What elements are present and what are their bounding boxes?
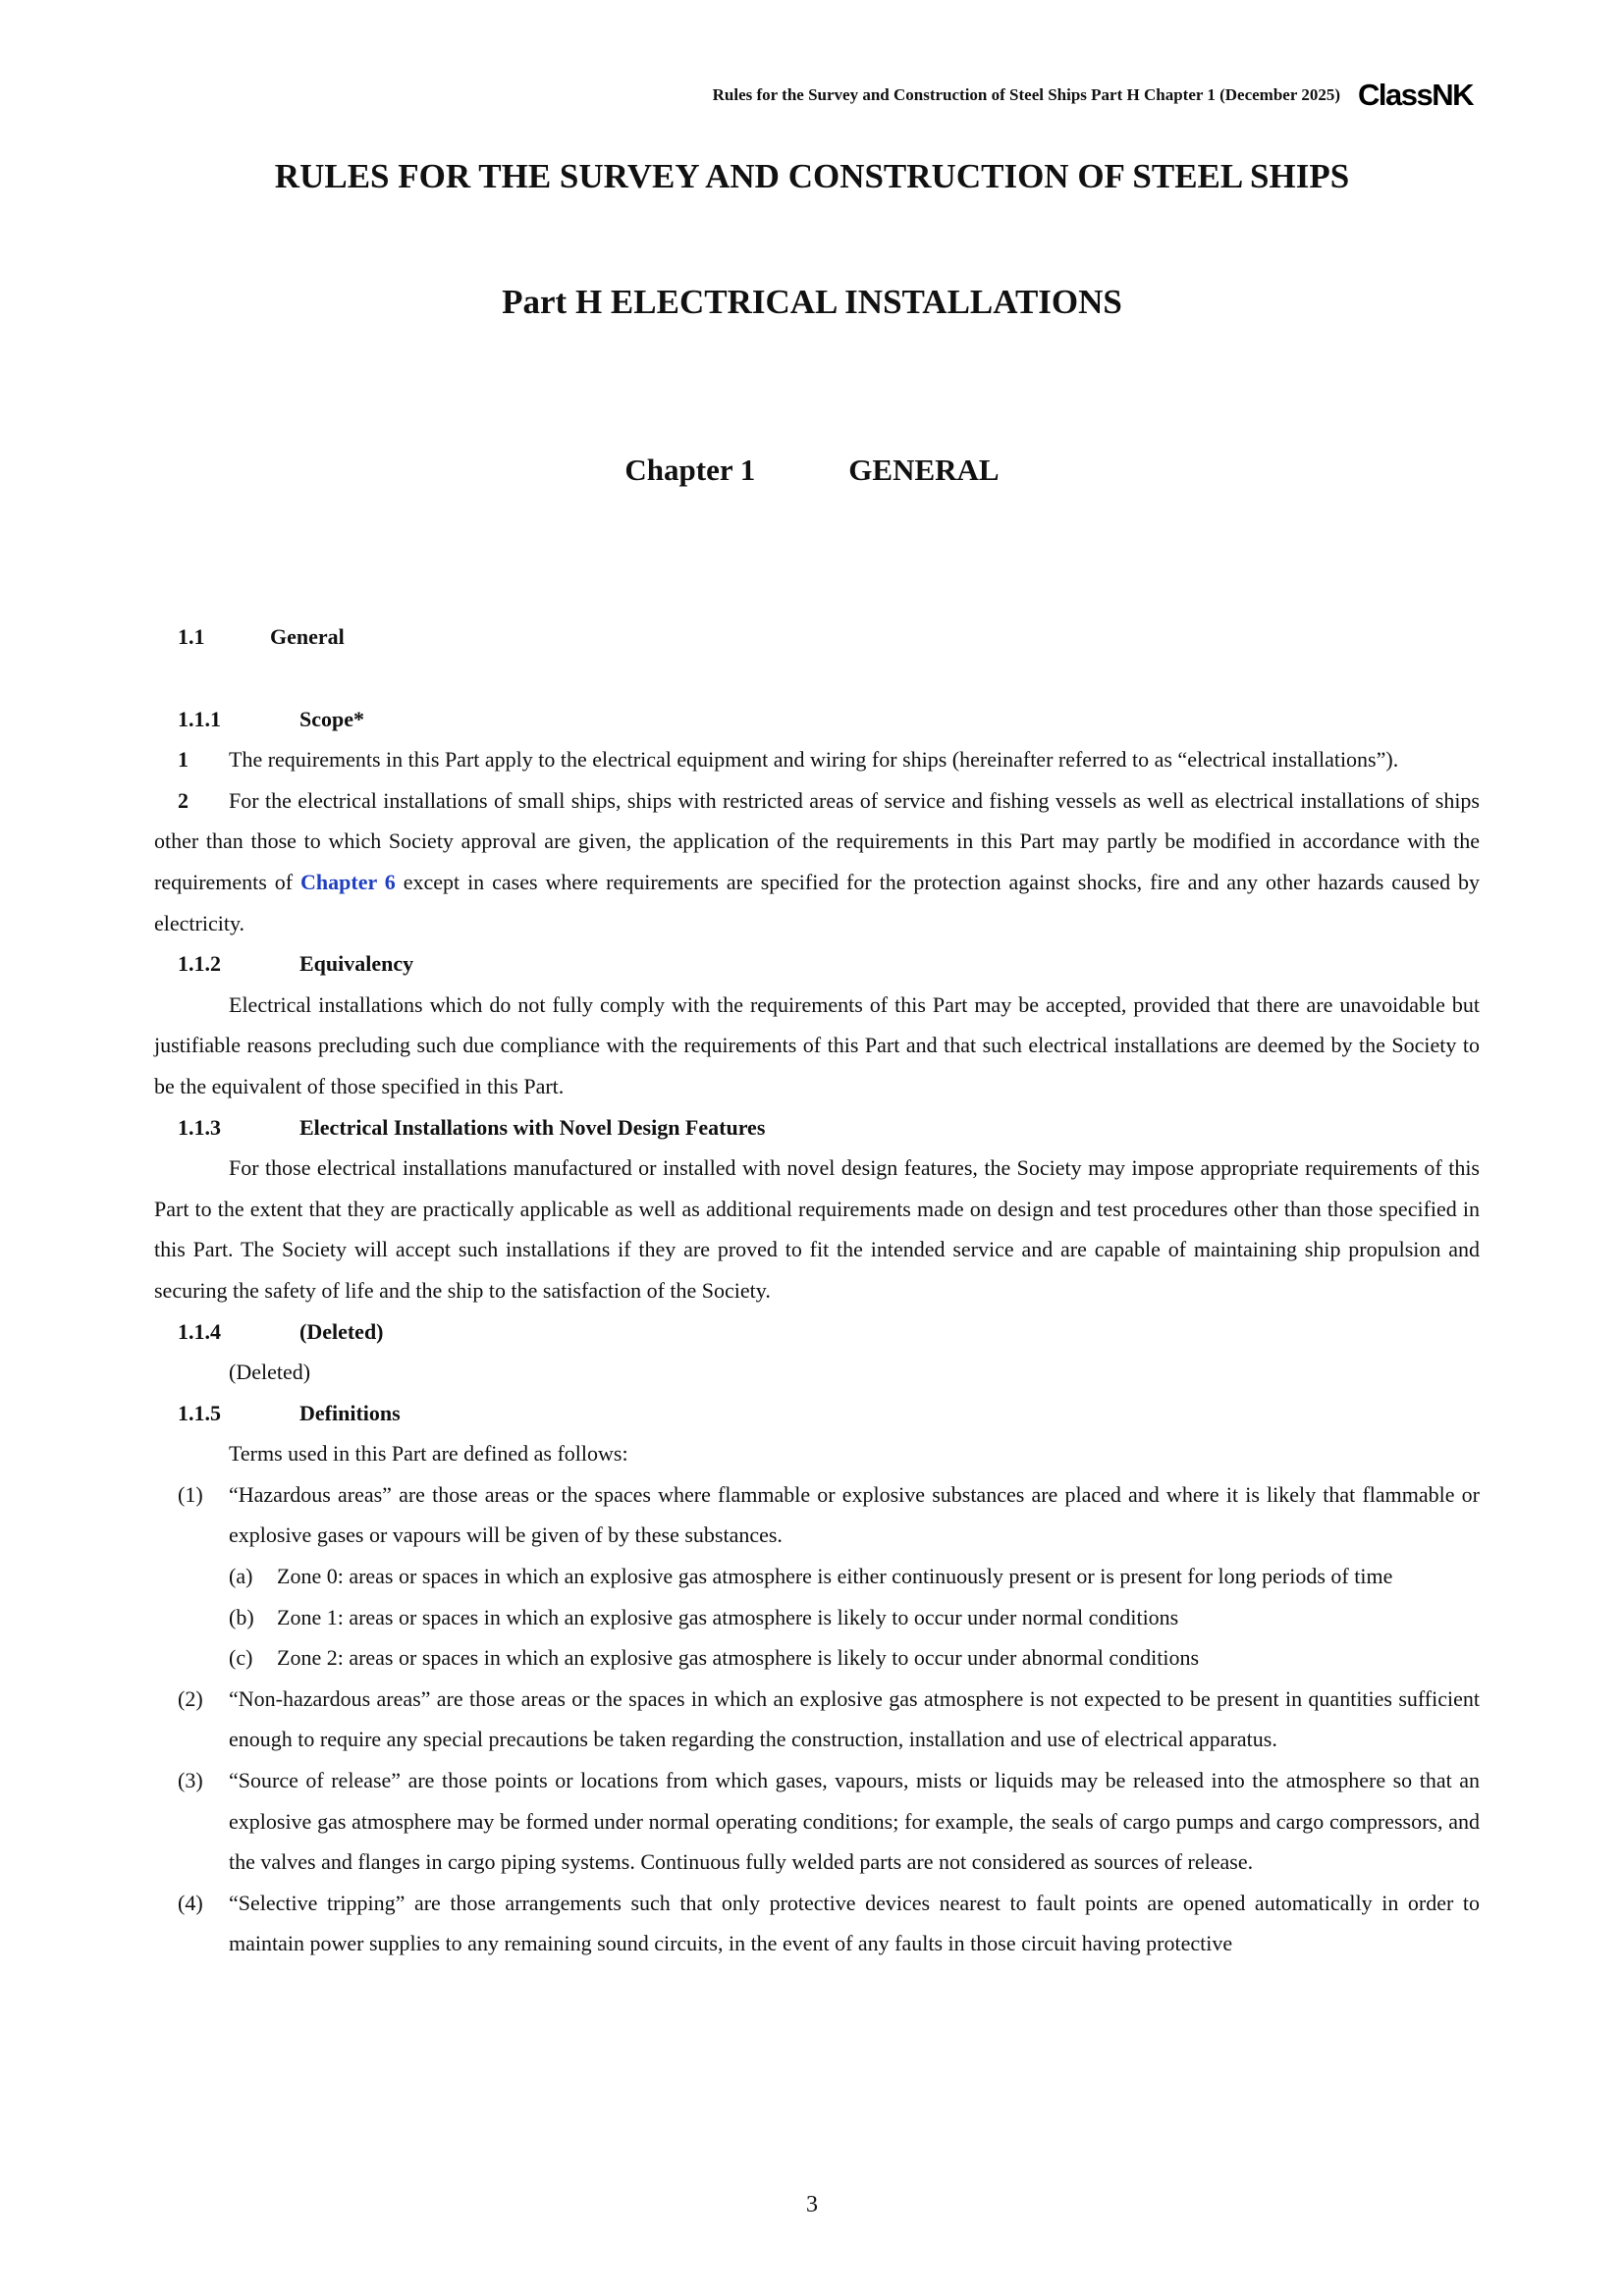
paragraph-number: 1 <box>178 747 189 773</box>
item-number: (2) <box>178 1685 203 1711</box>
subitem-text: Zone 0: areas or spaces in which an explosive gas atmosphere is either continuously present or is present for long periods of time <box>277 1564 1393 1589</box>
item-number: (1) <box>178 1481 203 1507</box>
subitem-number: (b) <box>229 1604 254 1629</box>
item-text: “Selective tripping” are those arrangements such that only protective devices nearest to fault points are opened automatically in order to maintain power supplies to any remaining sound circuits, in the event of any faults in those circuit having protective <box>229 1890 1480 1956</box>
definition-subitem-a <box>154 1556 1480 1597</box>
chapter-heading <box>0 453 1624 488</box>
subsection-number: 1.1.5 <box>178 1400 221 1425</box>
subsection-number: 1.1.2 <box>178 951 221 977</box>
chapter-number: Chapter 1 <box>624 453 756 487</box>
running-title: Rules for the Survey and Construction of Steel Ships Part H Chapter 1 (December 2025) <box>712 85 1340 104</box>
definition-item-2 <box>154 1679 1480 1760</box>
subsection-number: 1.1.3 <box>178 1114 221 1140</box>
definitions-intro: Terms used in this Part are defined as follows: <box>229 1441 628 1467</box>
paragraph-text: For the electrical installations of small ships, ships with restricted areas of service and fishing vessels as well as electrical installations of ships other than those to which Society approval are given, the application of the requirements in this Part may partly be modified in accordance with the requirements of <box>154 787 1480 894</box>
classnk-logo: ClassNK <box>1358 78 1473 112</box>
body-content <box>154 616 1480 1964</box>
definition-subitem-b <box>154 1597 1480 1638</box>
section-title: General <box>270 624 345 649</box>
section-heading-1-1 <box>154 616 1480 658</box>
subsection-number: 1.1.4 <box>178 1318 221 1344</box>
paragraph-1-1-4: (Deleted) <box>229 1360 311 1385</box>
chapter-6-link[interactable]: Chapter 6 <box>300 869 396 894</box>
subsection-title: (Deleted) <box>299 1318 384 1344</box>
subsection-heading-1-1-2 <box>154 943 1480 985</box>
page-number: 3 <box>806 2192 818 2217</box>
subsection-title: Definitions <box>299 1400 401 1425</box>
running-header <box>713 77 1473 114</box>
item-text: “Non-hazardous areas” are those areas or the spaces in which an explosive gas atmosphere is not expected to be present in quantities sufficient enough to require any special precautions be taken regarding the construction, installation and use of electrical apparatus. <box>229 1685 1480 1752</box>
subitem-number: (c) <box>229 1645 253 1671</box>
item-text: “Hazardous areas” are those areas or the spaces where flammable or explosive substances are placed and where it is likely that flammable or explosive gases or vapours will be given of by these substances. <box>229 1481 1480 1548</box>
paragraph-1-1-1-1 <box>154 739 1480 780</box>
definition-item-3 <box>154 1760 1480 1883</box>
section-number: 1.1 <box>178 624 205 649</box>
chapter-name: GENERAL <box>848 453 1000 487</box>
definition-item-1 <box>154 1474 1480 1556</box>
item-number: (4) <box>178 1890 203 1915</box>
document-title: RULES FOR THE SURVEY AND CONSTRUCTION OF STEEL SHIPS <box>274 157 1350 195</box>
part-title: Part H ELECTRICAL INSTALLATIONS <box>502 283 1122 321</box>
definition-subitem-c <box>154 1637 1480 1679</box>
subitem-text: Zone 2: areas or spaces in which an explosive gas atmosphere is likely to occur under abnormal conditions <box>277 1645 1200 1671</box>
item-text: “Source of release” are those points or locations from which gases, vapours, mists or liquids may be released into the atmosphere so that an explosive gas atmosphere may be formed under normal operating conditions; for example, the seals of cargo pumps and cargo compressors, and the valves and flanges in cargo piping systems. Continuous fully welded parts are not considered as sources of release. <box>229 1768 1480 1875</box>
subitem-text: Zone 1: areas or spaces in which an explosive gas atmosphere is likely to occur under normal conditions <box>277 1604 1179 1629</box>
paragraph-text: The requirements in this Part apply to the electrical equipment and wiring for ships (hereinafter referred to as “electrical installations”). <box>229 747 1399 773</box>
subitem-number: (a) <box>229 1564 253 1589</box>
paragraph-number: 2 <box>178 787 189 813</box>
paragraph-1-1-2: Electrical installations which do not fully comply with the requirements of this Part may be accepted, provided that there are unavoidable but justifiable reasons precluding such due compliance with the requirements of this Part and that such electrical installations are deemed by the Society to be the equivalent of those specified in this Part. <box>154 991 1480 1098</box>
subsection-title: Equivalency <box>299 951 414 977</box>
subsection-heading-1-1-1 <box>154 699 1480 740</box>
subsection-title: Scope* <box>299 706 364 731</box>
subsection-title: Electrical Installations with Novel Design Features <box>299 1114 766 1140</box>
subsection-heading-1-1-3 <box>154 1107 1480 1148</box>
definition-item-4 <box>154 1883 1480 1964</box>
paragraph-text: except in cases where requirements are specified for the protection against shocks, fire and any other hazards caused by electricity. <box>154 869 1480 935</box>
subsection-number: 1.1.1 <box>178 706 221 731</box>
item-number: (3) <box>178 1768 203 1793</box>
paragraph-1-1-3: For those electrical installations manufactured or installed with novel design features, the Society may impose appropriate requirements of this Part to the extent that they are practically applicable as well as additional requirements made on design and test procedures other than those specified in this Part. The Society will accept such installations if they are proved to fit the intended service and are capable of maintaining ship propulsion and securing the safety of life and the ship to the satisfaction of the Society. <box>154 1155 1480 1303</box>
subsection-heading-1-1-4 <box>154 1311 1480 1353</box>
paragraph-1-1-1-2 <box>154 780 1480 943</box>
subsection-heading-1-1-5 <box>154 1393 1480 1434</box>
